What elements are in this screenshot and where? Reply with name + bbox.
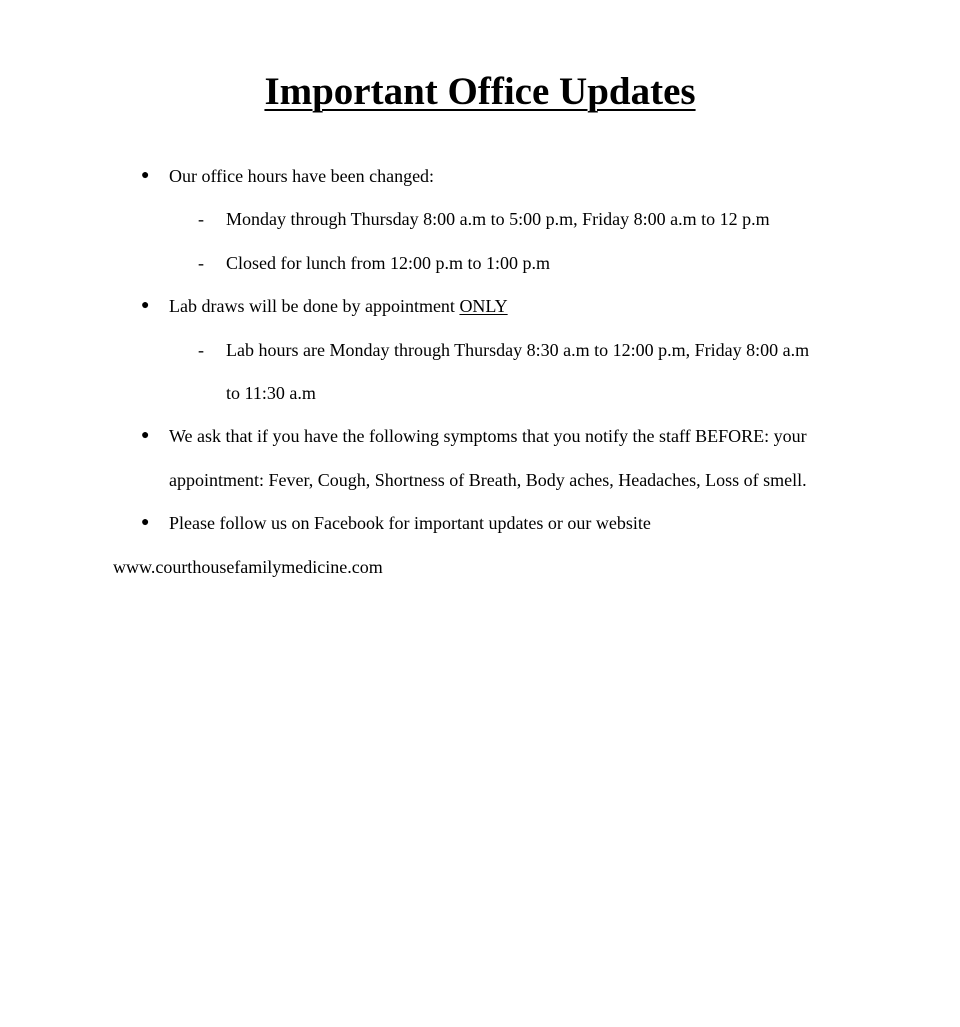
list-item-text: Our office hours have been changed: — [169, 166, 435, 186]
sub-item-text: Closed for lunch from 12:00 p.m to 1:00 p.m — [226, 253, 550, 273]
sub-item-text-line1: Lab hours are Monday through Thursday 8:30 a.m to 12:00 p.m, Friday 8:00 a.m — [226, 340, 810, 360]
bullet-icon: ● — [141, 515, 150, 530]
emphasis-only: ONLY — [459, 296, 508, 316]
list-item-text-line1: We ask that if you have the following symptoms that you notify the staff BEFORE: your — [169, 426, 807, 446]
list-item-text-main: Lab draws will be done by appointment — [169, 296, 460, 316]
dash-marker: - — [198, 209, 204, 229]
page-title: Important Office Updates — [264, 70, 696, 113]
list-item-text — [169, 295, 508, 317]
sub-item-text-line2: to 11:30 a.m — [226, 383, 316, 403]
website-text: www.courthousefamilymedicine.com — [113, 557, 383, 577]
sub-item-text: Monday through Thursday 8:00 a.m to 5:00 p.m, Friday 8:00 a.m to 12 p.m — [226, 209, 770, 229]
bullet-icon: ● — [141, 298, 150, 313]
dash-marker: - — [198, 340, 204, 360]
bullet-icon: ● — [141, 428, 150, 443]
list-item-text-line2: appointment: Fever, Cough, Shortness of Breath, Body aches, Headaches, Loss of smell. — [169, 470, 807, 490]
bullet-icon: ● — [141, 168, 150, 183]
list-item-text: Please follow us on Facebook for important updates or our website — [169, 513, 651, 533]
dash-marker: - — [198, 253, 204, 273]
